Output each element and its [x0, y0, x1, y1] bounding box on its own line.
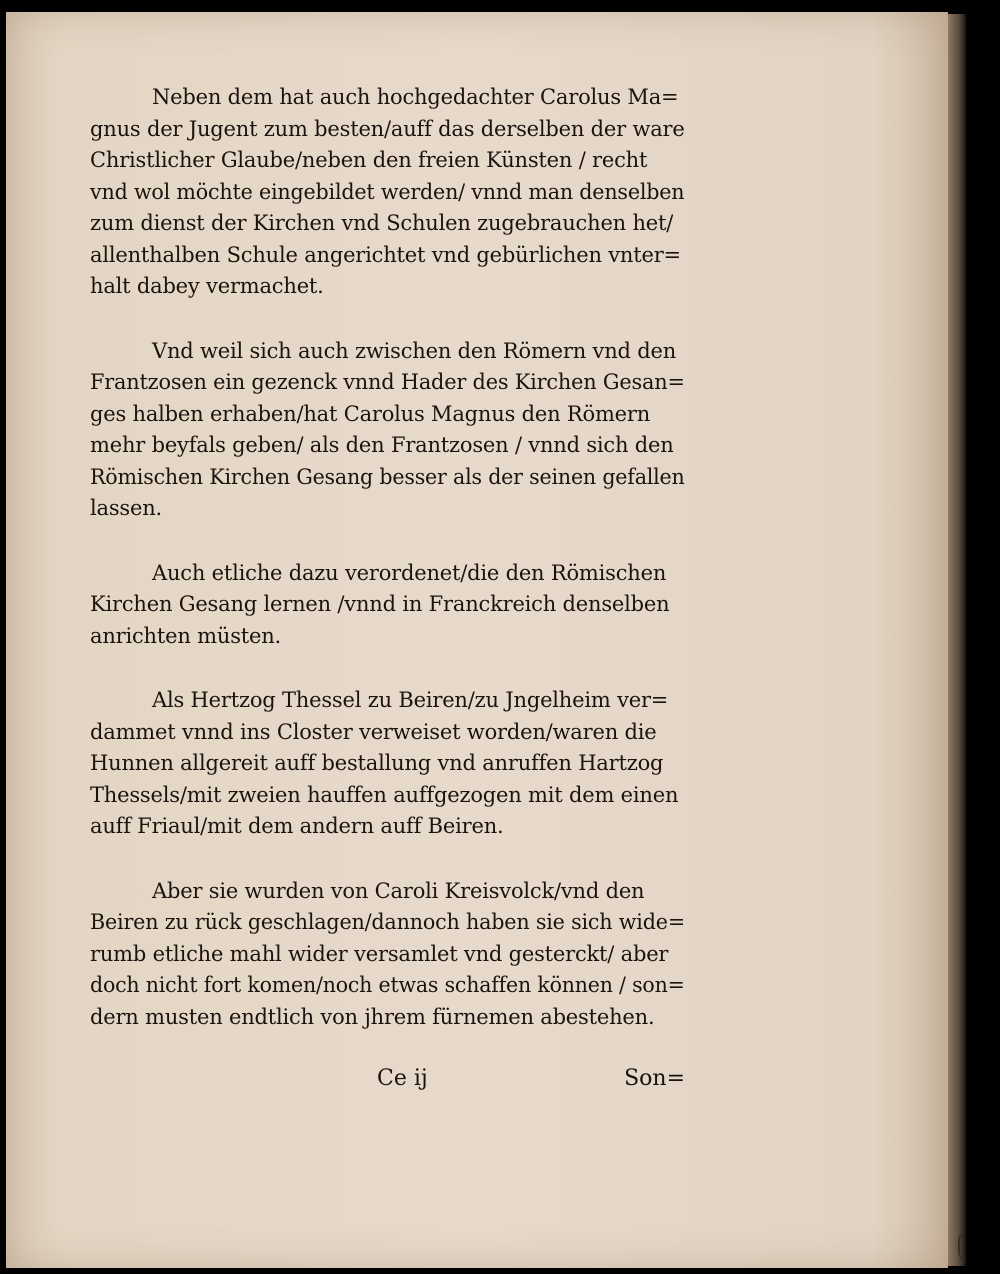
- text-line: lassen.: [90, 496, 163, 520]
- page-fold-mark: [958, 1232, 968, 1260]
- text-line: ges halben erhaben/hat Carolus Magnus den Römern: [90, 401, 651, 426]
- text-line: Christlicher Glaube/neben den freien Künsten / recht: [90, 148, 648, 172]
- body-text: [90, 82, 685, 1066]
- text-line: dammet vnnd ins Closter verweiset worden/waren die: [90, 719, 657, 744]
- text-line: Kirchen Gesang lernen /vnnd in Franckreich denselben: [90, 592, 670, 616]
- text-line: Thessels/mit zweien hauffen auffgezogen mit dem einen: [90, 782, 679, 807]
- text-line: allenthalben Schule angerichtet vnd gebürlichen vnter=: [90, 242, 681, 267]
- signature-mark: Ce ij: [377, 1066, 428, 1091]
- text-line: halt dabey vermachet.: [90, 274, 324, 298]
- text-line: Aber sie wurden von Caroli Kreisvolck/vnd den: [152, 878, 645, 903]
- text-line: Hunnen allgereit auff bestallung vnd anruffen Hartzog: [90, 751, 664, 775]
- text-line: Beiren zu rück geschlagen/dannoch haben sie sich wide=: [90, 910, 685, 934]
- text-line: auff Friaul/mit dem andern auff Beiren.: [90, 814, 504, 838]
- text-line: rumb etliche mahl wider versamlet vnd gesterckt/ aber: [90, 941, 669, 966]
- text-line: gnus der Jugent zum besten/auff das derselben der ware: [90, 116, 685, 141]
- text-line: doch nicht fort komen/noch etwas schaffen können / son=: [90, 973, 685, 997]
- page-edge: [948, 14, 966, 1266]
- catchword: Son=: [624, 1066, 685, 1091]
- text-line: anrichten müsten.: [90, 623, 282, 648]
- paragraph: [90, 82, 685, 303]
- text-line: Römischen Kirchen Gesang besser als der seinen gefallen: [90, 464, 685, 489]
- text-line: Als Hertzog Thessel zu Beiren/zu Jngelheim ver=: [152, 688, 669, 712]
- text-line: vnd wol möchte eingebildet werden/ vnnd man denselben: [90, 179, 685, 204]
- text-line: Vnd weil sich auch zwischen den Römern vnd den: [152, 338, 677, 363]
- text-line: Frantzosen ein gezenck vnnd Hader des Kirchen Gesan=: [90, 370, 685, 394]
- text-line: dern musten endtlich von jhrem fürnemen abestehen.: [90, 1004, 655, 1029]
- text-line: Auch etliche dazu verordenet/die den Römischen: [152, 560, 667, 585]
- paragraph: [90, 876, 685, 1034]
- text-line: zum dienst der Kirchen vnd Schulen zugebrauchen het/: [90, 211, 674, 235]
- text-line: mehr beyfals geben/ als den Frantzosen / vnnd sich den: [90, 433, 674, 457]
- page-footer: [90, 1066, 685, 1100]
- text-line: Neben dem hat auch hochgedachter Carolus Ma=: [152, 85, 679, 109]
- paragraph: [90, 558, 685, 653]
- paragraph: [90, 336, 685, 525]
- paragraph: [90, 685, 685, 843]
